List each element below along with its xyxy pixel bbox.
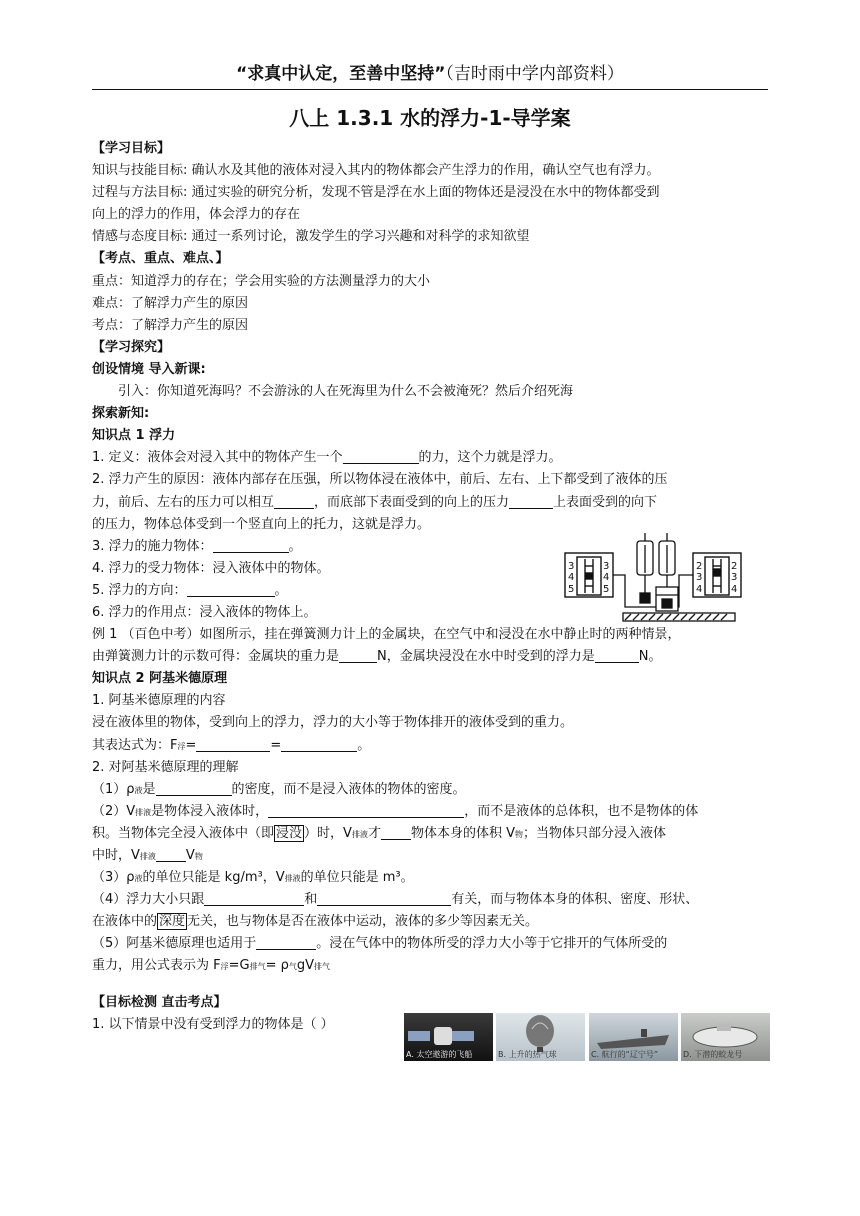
- kp1-receiver: 4. 浮力的受力物体：浸入液体中的物体。: [92, 560, 330, 576]
- example-line2: 由弹簧测力计的示数可得：金属块的重力是 N，金属块浸没在水中时受到的浮力是 N。: [92, 649, 662, 665]
- boxed-term: 深度: [159, 914, 186, 930]
- option-c-photo: [589, 1013, 678, 1061]
- keypoints-heading: 【考点、重点、难点、】: [92, 251, 229, 267]
- explore-heading: 【学习探究】: [92, 339, 171, 355]
- kp2-heading: 知识点 2 阿基米德原理: [92, 671, 228, 687]
- kp2-item2-line2: 积。当物体完全浸入液体中（即 浸没 ）时，V排液才 物体本身的体积 V物；当物体只部分浸入液体: [92, 825, 666, 841]
- kp2-content-title: 1. 阿基米德原理的内容: [92, 693, 226, 709]
- answer-blank[interactable]: [187, 582, 275, 597]
- objective-attitude: 情感与态度目标: 通过一系列讨论，激发学生的学习兴趣和对科学的求知欲望: [92, 229, 530, 245]
- answer-blank[interactable]: [339, 648, 377, 663]
- left-tick-label: 5: [603, 584, 610, 595]
- kp1-heading: 知识点 1 浮力: [92, 428, 176, 444]
- spring-scale-figure: [563, 531, 769, 633]
- option-d-caption: D. 下潜的蛟龙号: [683, 1050, 743, 1059]
- page-title: 八上 1.3.1 水的浮力-1-导学案: [289, 106, 571, 130]
- option-b-photo: [496, 1013, 585, 1061]
- keypoint-exam: 考点：了解浮力产生的原因: [92, 317, 249, 333]
- answer-blank[interactable]: [595, 648, 639, 663]
- kp1-applier: 3. 浮力的施力物体： 。: [92, 538, 302, 554]
- objective-process-line1: 过程与方法目标: 通过实验的研究分析，发现不管是浮在水上面的物体还是浸没在水中的物体都受到: [92, 185, 660, 201]
- kp2-item2-line3: 中时，V排液 V物: [92, 848, 203, 863]
- answer-blank[interactable]: [204, 891, 304, 906]
- kp1-cause-line2: 力，前后、左右的压力可以相互 ，而底部下表面受到的向上的压力 上表面受到的向下: [92, 494, 658, 510]
- left-tick-label: 4: [603, 572, 610, 583]
- explore-scene: 创设情境 导入新课:: [92, 361, 206, 377]
- kp1-definition: 1. 定义：液体会对浸入其中的物体产生一个 的力，这个力就是浮力。: [92, 450, 562, 466]
- answer-blank[interactable]: [268, 803, 464, 818]
- test-heading: 【目标检测 直击考点】: [92, 994, 227, 1010]
- option-c-caption: C. 航行的“辽宁号”: [591, 1050, 658, 1059]
- answer-blank[interactable]: [196, 737, 270, 752]
- right-tick-label: 2: [731, 561, 738, 572]
- objective-knowledge: 知识与技能目标: 确认水及其他的液体对浸入其内的物体都会产生浮力的作用，确认空气也有浮力。: [92, 163, 660, 179]
- kp2-content: 浸在液体里的物体，受到向上的浮力，浮力的大小等于物体排开的液体受到的重力。: [92, 715, 574, 731]
- option-a-caption: A. 太空遨游的飞船: [406, 1050, 473, 1059]
- right-tick-label: 3: [731, 572, 738, 583]
- keypoint-focus: 重点：知道浮力的存在；学会用实验的方法测量浮力的大小: [92, 273, 431, 289]
- answer-blank[interactable]: [156, 781, 232, 796]
- objective-process-line2: 向上的浮力的作用，体会浮力的存在: [92, 207, 301, 223]
- kp2-item1: （1）ρ液是 的密度，而不是浸入液体的物体的密度。: [92, 781, 466, 797]
- kp2-understanding-title: 2. 对阿基米德原理的理解: [92, 759, 239, 775]
- kp2-item2-line1: （2）V排液是物体浸入液体时， ，而不是液体的总体积，也不是物体的体: [92, 803, 699, 819]
- answer-blank[interactable]: [343, 449, 419, 464]
- answer-blank[interactable]: [509, 494, 553, 509]
- test-question-1: 1. 以下情景中没有受到浮力的物体是（ ）: [92, 1016, 334, 1032]
- header-source: （吉时雨中学内部资料）: [445, 64, 624, 84]
- option-d-photo: [681, 1013, 770, 1061]
- right-tick-label: 3: [696, 572, 703, 583]
- kp2-item5-line2: 重力，用公式表示为 F浮=G排气= ρ气gV排气: [92, 958, 331, 974]
- question-image-strip: [404, 1013, 772, 1061]
- boxed-term: 浸没: [276, 825, 303, 841]
- kp2-item4-line1: （4）浮力大小只跟 和 有关，而与物体本身的体积、密度、形状、: [92, 892, 699, 908]
- option-a-photo: [404, 1013, 493, 1061]
- kp1-direction: 5. 浮力的方向： 。: [92, 582, 288, 598]
- right-tick-label: 2: [696, 561, 703, 572]
- kp2-item3: （3）ρ液的单位只能是 kg/m³，V排液的单位只能是 m³。: [92, 870, 414, 886]
- keypoint-difficulty: 难点：了解浮力产生的原因: [92, 295, 249, 311]
- answer-blank[interactable]: [381, 825, 411, 840]
- kp1-cause-line3: 的压力，物体总体受到一个竖直向上的托力，这就是浮力。: [92, 516, 431, 532]
- objectives-heading: 【学习目标】: [92, 141, 171, 156]
- school-motto: “求真中认定，至善中坚持”: [236, 64, 446, 84]
- example-line1: 例 1 （百色中考）如图所示，挂在弹簧测力计上的金属块，在空气中和浸没在水中静止时的两种情景，: [92, 627, 681, 643]
- answer-blank[interactable]: [156, 847, 186, 862]
- answer-blank[interactable]: [274, 494, 314, 509]
- answer-blank[interactable]: [256, 935, 316, 950]
- option-b-caption: B. 上升的热气球: [498, 1050, 557, 1059]
- kp2-item5-line1: （5）阿基米德原理也适用于 。浸在气体中的物体所受的浮力大小等于它排开的气体所受的: [92, 936, 668, 952]
- left-tick-label: 3: [568, 561, 575, 572]
- kp1-point: 6. 浮力的作用点：浸入液体的物体上。: [92, 604, 317, 620]
- kp2-item4-line2: 在液体中的 深度 无关，也与物体是否在液体中运动，液体的多少等因素无关。: [92, 914, 539, 930]
- right-tick-label: 4: [696, 584, 703, 595]
- answer-blank[interactable]: [281, 737, 357, 752]
- header-rule: [92, 89, 768, 90]
- right-tick-label: 4: [731, 584, 738, 595]
- page-header: [92, 62, 768, 86]
- answer-blank[interactable]: [317, 891, 451, 906]
- kp1-cause-line1: 2. 浮力产生的原因：液体内部存在压强，所以物体浸在液体中，前后、左右、上下都受到了液体的压: [92, 472, 668, 488]
- left-tick-label: 4: [568, 572, 575, 583]
- left-tick-label: 5: [568, 584, 575, 595]
- left-tick-label: 3: [603, 561, 610, 572]
- answer-blank[interactable]: [213, 538, 289, 553]
- kp2-expression: 其表达式为：F浮= = 。: [92, 737, 371, 753]
- explore-new: 探索新知:: [92, 406, 150, 422]
- explore-intro: 引入：你知道死海吗？不会游泳的人在死海里为什么不会被淹死？然后介绍死海: [118, 384, 574, 400]
